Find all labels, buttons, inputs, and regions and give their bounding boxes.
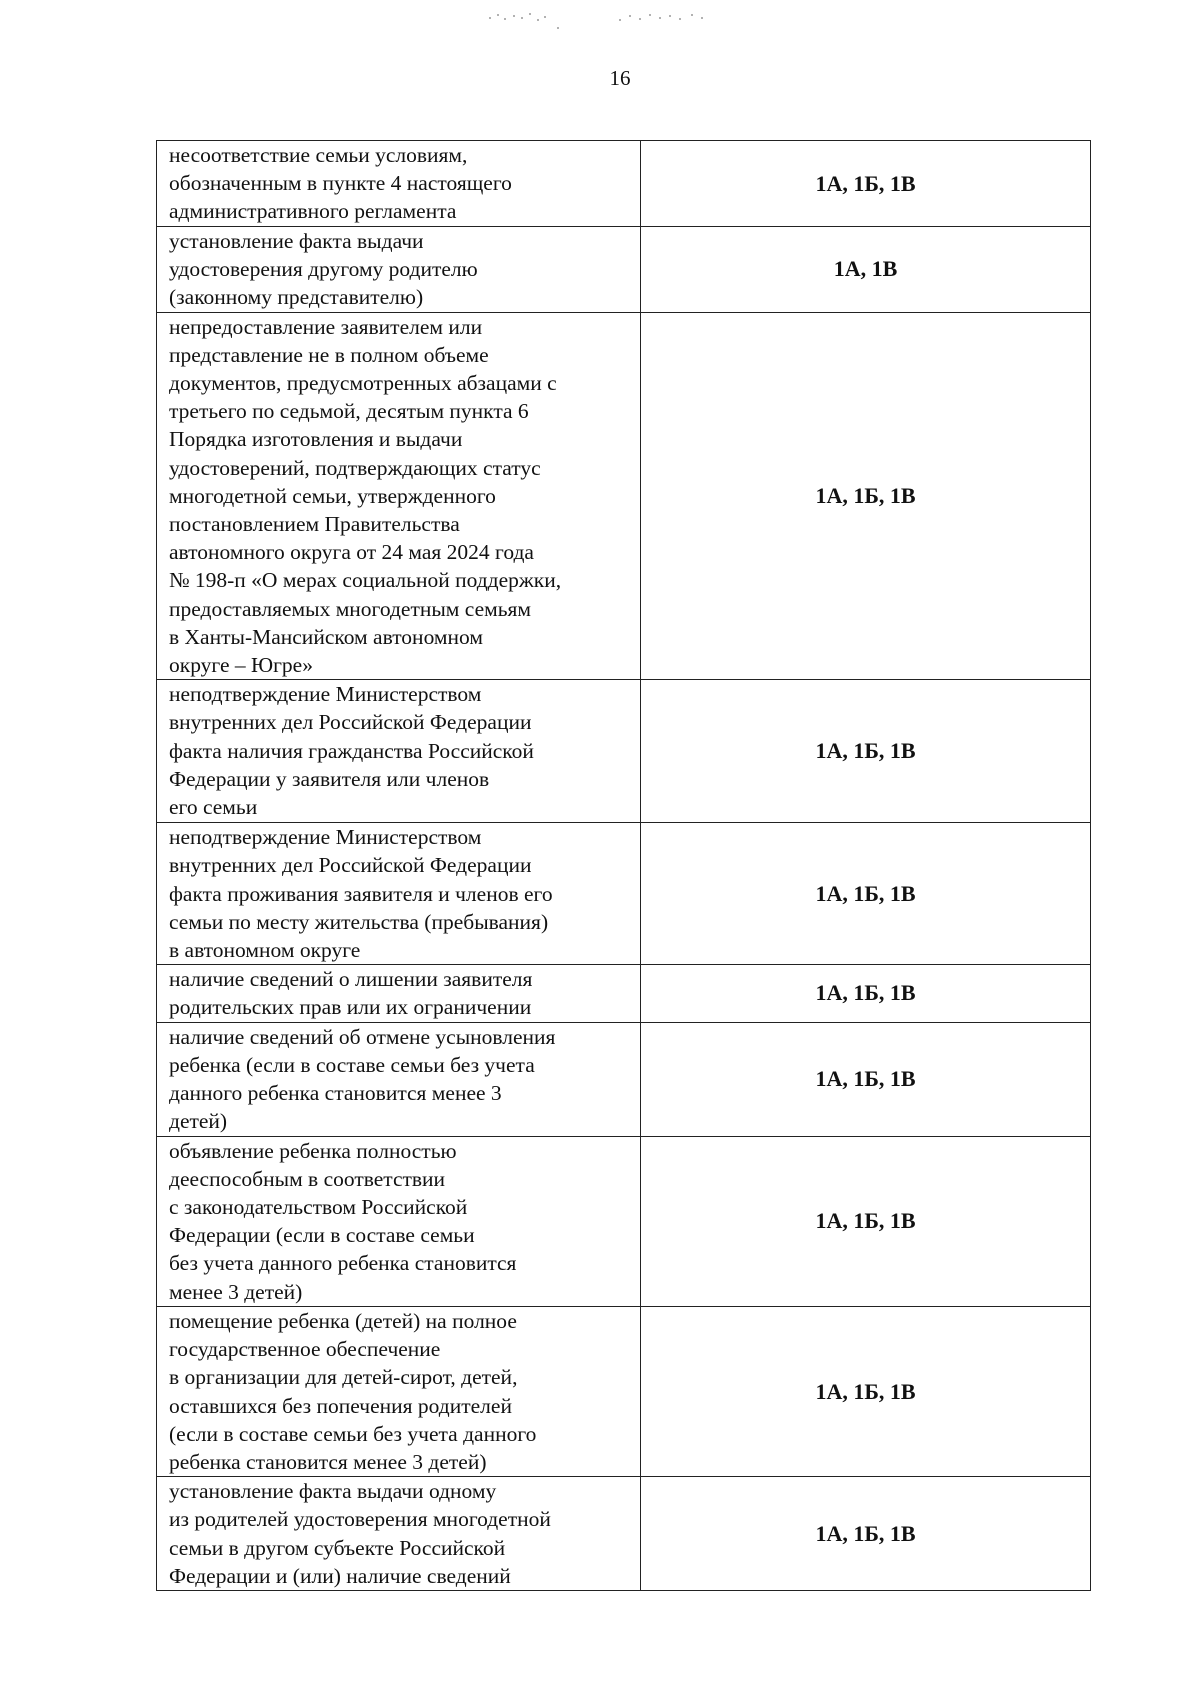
table-row	[157, 823, 1091, 965]
table-row	[157, 312, 1091, 680]
table-row	[157, 1136, 1091, 1306]
ground-code: 1А, 1Б, 1В	[641, 312, 1091, 680]
table-row	[157, 965, 1091, 1022]
table-row	[157, 1477, 1091, 1591]
ground-code: 1А, 1Б, 1В	[641, 680, 1091, 823]
ground-description: установление факта выдачи удостоверения другому родителю (законному представителю)	[157, 227, 641, 313]
ground-code: 1А, 1Б, 1В	[641, 1306, 1091, 1476]
ground-description: наличие сведений об отмене усыновления ребенка (если в составе семьи без учета данного ребенка становится менее 3 детей)	[157, 1022, 641, 1136]
ground-code: 1А, 1В	[641, 227, 1091, 313]
ground-description: наличие сведений о лишении заявителя родительских прав или их ограничении	[157, 965, 641, 1022]
ground-description: неподтверждение Министерством внутренних дел Российской Федерации факта наличия гражданства Российской Федерации у заявителя или членов его семьи	[157, 680, 641, 823]
table-row	[157, 1306, 1091, 1476]
ground-code: 1А, 1Б, 1В	[641, 823, 1091, 965]
table-row	[157, 141, 1091, 227]
page-number: 16	[609, 66, 631, 90]
ground-code: 1А, 1Б, 1В	[641, 1136, 1091, 1306]
ground-code: 1А, 1Б, 1В	[641, 1022, 1091, 1136]
ground-description: установление факта выдачи одному из родителей удостоверения многодетной семьи в другом субъекте Российской Федерации и (или) наличие сведений	[157, 1477, 641, 1591]
ground-description: помещение ребенка (детей) на полное государственное обеспечение в организации для детей-сирот, детей, оставшихся без попечения родителей (если в составе семьи без учета данного ребенка становится менее 3 детей)	[157, 1306, 641, 1476]
ground-description: неподтверждение Министерством внутренних дел Российской Федерации факта проживания заявителя и членов его семьи по месту жительства (пребывания) в автономном округе	[157, 823, 641, 965]
scan-noise-marks	[470, 6, 740, 36]
ground-description: объявление ребенка полностью дееспособным в соответствии с законодательством Российской Федерации (если в составе семьи без учета данного ребенка становится менее 3 детей)	[157, 1136, 641, 1306]
table-row	[157, 680, 1091, 823]
table-row	[157, 1022, 1091, 1136]
grounds-table	[156, 140, 1091, 1591]
table-row	[157, 227, 1091, 313]
ground-description: непредоставление заявителем или представление не в полном объеме документов, предусмотренных абзацами с третьего по седьмой, десятым пункта 6 Порядка изготовления и выдачи удостоверений, подтверждающих статус многодетной семьи, утвержденного постановлением Правительства автономного округа от 24 мая 2024 года № 198-п «О мерах социальной поддержки, предоставляемых многодетным семьям в Ханты-Мансийском автономном округе – Югре»	[157, 312, 641, 680]
ground-code: 1А, 1Б, 1В	[641, 1477, 1091, 1591]
ground-description: несоответствие семьи условиям, обозначенным в пункте 4 настоящего административного регламента	[157, 141, 641, 227]
ground-code: 1А, 1Б, 1В	[641, 141, 1091, 227]
ground-code: 1А, 1Б, 1В	[641, 965, 1091, 1022]
